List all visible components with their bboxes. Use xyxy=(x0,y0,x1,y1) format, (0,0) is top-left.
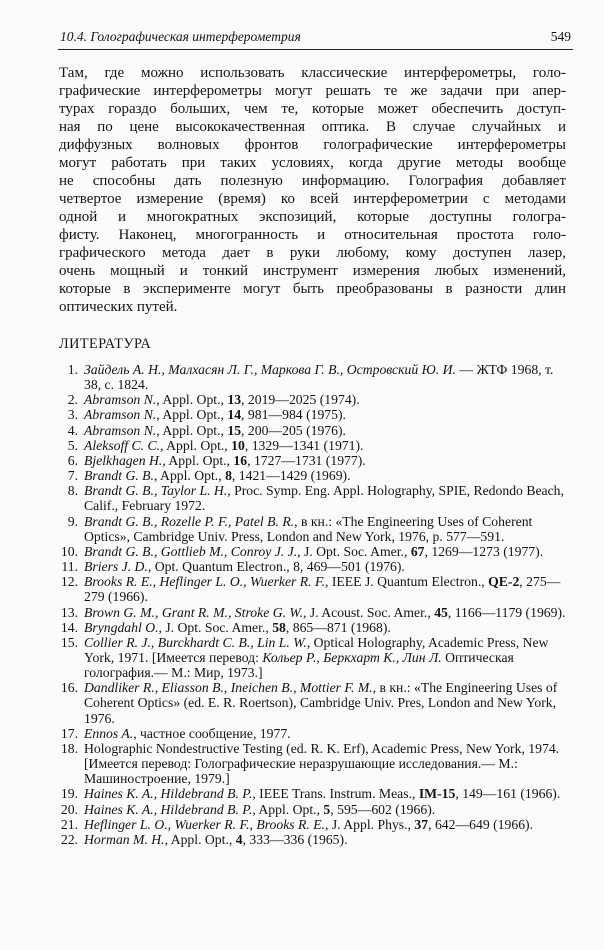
reference-authors: Heflinger L. O., Wuerker R. F., Brooks R. E. xyxy=(84,816,326,832)
reference-item xyxy=(57,832,569,847)
reference-text xyxy=(84,407,569,422)
reference-text xyxy=(84,514,569,544)
reference-source: , Appl. Opt., xyxy=(162,452,234,468)
reference-authors: Brandt G. B., Gottlieb M., Conroy J. J. xyxy=(84,543,298,559)
reference-number: 13. xyxy=(60,604,78,620)
reference-item xyxy=(57,483,569,513)
reference-source: , Appl. Opt., xyxy=(252,801,324,817)
reference-volume: 15 xyxy=(227,422,242,438)
reference-authors: Bryngdahl O. xyxy=(84,619,159,635)
reference-authors: Collier R. J., Burckhardt C. B., Lin L. W. xyxy=(84,634,307,650)
reference-text xyxy=(84,468,569,483)
reference-number: 10. xyxy=(60,543,78,559)
reference-text xyxy=(84,620,569,635)
body-paragraph xyxy=(59,64,566,316)
reference-authors: Зайдель А. Н., Малхасян Л. Г., Маркова Г. В., Островский Ю. И. xyxy=(84,362,456,377)
reference-volume: 67 xyxy=(410,543,425,559)
reference-volume: 13 xyxy=(227,392,242,408)
reference-item xyxy=(57,786,569,801)
reference-authors: Abramson N. xyxy=(84,407,157,423)
paragraph-line: четвертое измерение (время) ко всей интерферометрии с методами xyxy=(59,191,566,207)
reference-volume: 14 xyxy=(227,407,242,423)
paragraph-line: могут работать при таких условиях, когда другие методы вообще xyxy=(59,155,566,171)
reference-source: , J. Acoust. Soc. Amer., xyxy=(303,604,435,620)
reference-authors: Brandt G. B. xyxy=(84,468,154,484)
reference-details: , 2019—2025 (1974). xyxy=(241,392,360,408)
reference-authors: Brooks R. E., Heflinger L. O., Wuerker R. F. xyxy=(84,574,326,590)
reference-number: 21. xyxy=(60,816,78,832)
reference-details: , Opt. Quantum Electron., 8, 469—501 (1976). xyxy=(147,559,405,575)
reference-list xyxy=(57,362,569,847)
reference-source: , Appl. Opt., xyxy=(160,437,232,453)
reference-item xyxy=(57,559,569,574)
reference-source: , Appl. Opt., xyxy=(153,468,226,484)
reference-details: , 865—871 (1968). xyxy=(285,619,391,635)
paragraph-line: одной и многократных экспозиций, которые доступны гологра- xyxy=(59,209,566,225)
reference-volume: 8 xyxy=(225,468,232,484)
paragraph-line: диффузных волновых фронтов голографические интерферометры xyxy=(59,137,566,153)
reference-source: , J. Appl. Phys., xyxy=(325,816,415,832)
reference-item xyxy=(57,423,569,438)
reference-item xyxy=(57,605,569,620)
reference-number: 7. xyxy=(67,468,78,484)
reference-number: 12. xyxy=(60,574,78,590)
reference-text xyxy=(84,832,569,847)
reference-authors: Brown G. M., Grant R. M., Stroke G. W. xyxy=(84,604,303,620)
reference-authors: Aleksoff C. C. xyxy=(84,437,161,453)
literature-heading: ЛИТЕРАТУРА xyxy=(59,336,152,352)
paragraph-line: фисту. Наконец, многогранность и относительная простота голо- xyxy=(59,227,566,243)
reference-item xyxy=(57,468,569,483)
reference-details: , 333—336 (1965). xyxy=(242,831,348,847)
reference-text xyxy=(84,605,569,620)
reference-volume: QE-2 xyxy=(488,574,520,590)
reference-source: , Appl. Opt., xyxy=(156,407,228,423)
reference-details: , Proc. Symp. Eng. Appl. Holography, SPIE, Redondo Beach, Calif., February 1972. xyxy=(84,483,564,514)
reference-source: , J. Opt. Soc. Amer., xyxy=(158,619,273,635)
translation-authors: Кольер Р., Беркхарт К., Лин Л. xyxy=(262,649,442,665)
reference-details: , 1269—1273 (1977). xyxy=(424,543,544,559)
reference-number: 19. xyxy=(60,786,78,802)
reference-authors: Horman M. H. xyxy=(84,831,165,847)
reference-authors: Abramson N. xyxy=(84,392,157,408)
reference-item xyxy=(57,817,569,832)
reference-details: , в кн.: «The Engineering Uses of Coherent Optics» (ed. E. R. Roertson), Cambridge Univ. Pres, London and New York, 1976. xyxy=(84,680,558,726)
reference-volume: 4 xyxy=(235,831,243,847)
reference-details: , 200—205 (1976). xyxy=(241,422,346,438)
reference-source: , IEEE J. Quantum Electron., xyxy=(325,574,489,590)
reference-number: 11. xyxy=(61,559,78,575)
reference-number: 3. xyxy=(67,407,78,423)
reference-text xyxy=(84,559,569,574)
reference-volume: 45 xyxy=(434,604,448,620)
paragraph-line: Там, где можно использовать классические интерферометры, голо- xyxy=(59,65,566,81)
page-number: 549 xyxy=(550,29,571,44)
reference-volume: IM-15 xyxy=(418,786,456,802)
reference-item xyxy=(57,392,569,407)
reference-details: , 1329—1341 (1971). xyxy=(244,437,364,453)
reference-text xyxy=(84,544,569,559)
reference-text xyxy=(84,802,569,817)
reference-authors: Bjelkhagen H. xyxy=(84,452,163,468)
reference-text xyxy=(84,423,569,438)
reference-details: , 1727—1731 (1977). xyxy=(247,452,366,468)
reference-volume: 58 xyxy=(272,619,286,635)
reference-source: , J. Opt. Soc. Amer., xyxy=(297,543,411,559)
reference-details: Holographic Nondestructive Testing (ed. R. K. Erf), Academic Press, New York, 1974. [Имеется перевод: Голографические неразрушающие исследования.— М.: Машиностроение, 1979.] xyxy=(84,740,560,787)
reference-number: 22. xyxy=(60,831,78,847)
reference-item xyxy=(57,574,569,604)
reference-text xyxy=(84,438,569,453)
reference-text xyxy=(84,786,569,801)
reference-number: 18. xyxy=(60,740,78,756)
reference-item xyxy=(57,407,569,422)
reference-number: 9. xyxy=(67,513,78,529)
reference-source: , IEEE Trans. Instrum. Meas., xyxy=(252,786,419,802)
paragraph-line: которые в эксперименте могут быть преобразованы в разности длин xyxy=(59,281,566,297)
reference-authors: Ennos A. xyxy=(84,725,134,741)
reference-details: Оптическая голография.— М.: Мир, 1973.] xyxy=(84,649,514,681)
reference-details: — ЖТФ 1968, т. 38, с. 1824. xyxy=(84,362,554,393)
reference-authors: Haines K. A., Hildebrand B. P. xyxy=(84,801,253,817)
reference-item xyxy=(57,544,569,559)
paragraph-line: не способны дать полезную информацию. Голография добавляет xyxy=(59,173,566,189)
reference-number: 1. xyxy=(67,362,78,377)
paragraph-line: ная по цене высококачественная оптика. В случае случайных и xyxy=(59,119,566,135)
reference-item xyxy=(57,362,569,392)
reference-source: , Appl. Opt., xyxy=(164,831,236,847)
reference-details: , 1166—1179 (1969). xyxy=(447,604,566,620)
reference-details: , 1421—1429 (1969). xyxy=(231,468,351,484)
reference-authors: Brandt G. B., Rozelle P. F., Patel B. R. xyxy=(84,513,295,529)
reference-item xyxy=(57,620,569,635)
reference-number: 8. xyxy=(67,483,78,499)
section-title: 10.4. Голографическая интерферометрия xyxy=(60,29,301,44)
reference-volume: 37 xyxy=(414,816,429,832)
reference-item xyxy=(57,741,569,786)
reference-text xyxy=(84,741,569,786)
reference-details: , в кн.: «The Engineering Uses of Coherent Optics», Cambridge Univ. Press, London and New York, 1976, p. 577—591. xyxy=(84,513,533,544)
reference-details: , 642—649 (1966). xyxy=(428,816,534,832)
reference-text xyxy=(84,635,569,680)
reference-text xyxy=(84,392,569,407)
reference-volume: 5 xyxy=(323,801,331,817)
reference-number: 6. xyxy=(67,452,78,468)
reference-source: , Appl. Opt., xyxy=(156,392,228,408)
reference-details: , частное сообщение, 1977. xyxy=(133,725,291,741)
reference-details: , 149—161 (1966). xyxy=(455,786,561,802)
reference-volume: 10 xyxy=(231,437,245,453)
reference-details: , 981—984 (1975). xyxy=(241,407,346,423)
reference-item xyxy=(57,453,569,468)
reference-authors: Brandt G. B., Taylor L. H. xyxy=(84,483,228,499)
reference-item xyxy=(57,802,569,817)
reference-source: , Optical Holography, Academic Press, New York, 1971. [Имеется перевод: xyxy=(84,634,549,665)
reference-authors: Briers J. D. xyxy=(84,559,148,575)
paragraph-line: турах гораздо больших, чем те, которые может обеспечить доступ- xyxy=(59,101,566,117)
reference-text xyxy=(84,453,569,468)
reference-number: 16. xyxy=(60,680,78,696)
reference-authors: Abramson N. xyxy=(84,422,157,438)
reference-details: , 275—279 (1966). xyxy=(84,574,561,605)
running-header xyxy=(60,29,571,45)
reference-number: 14. xyxy=(60,619,78,635)
reference-item xyxy=(57,726,569,741)
reference-item xyxy=(57,635,569,680)
reference-item xyxy=(57,438,569,453)
reference-item xyxy=(57,514,569,544)
reference-number: 2. xyxy=(67,392,78,408)
paragraph-line: графического метода дает в руки любому, кому доступен лазер, xyxy=(59,245,566,261)
reference-number: 15. xyxy=(60,634,78,650)
reference-details: , 595—602 (1966). xyxy=(330,801,436,817)
reference-source: , Appl. Opt., xyxy=(156,422,228,438)
reference-item xyxy=(57,680,569,725)
paragraph-line: графические интерферометры могут решать те же задачи при апер- xyxy=(59,83,566,99)
reference-text xyxy=(84,362,569,392)
reference-volume: 16 xyxy=(233,452,248,468)
reference-number: 20. xyxy=(60,801,78,817)
reference-text xyxy=(84,483,569,513)
reference-text xyxy=(84,817,569,832)
reference-number: 5. xyxy=(67,437,78,453)
reference-text xyxy=(84,726,569,741)
reference-text xyxy=(84,574,569,604)
reference-authors: Dandliker R., Eliasson B., Ineichen B., Mottier F. M. xyxy=(84,680,373,696)
reference-number: 4. xyxy=(67,422,78,438)
reference-text xyxy=(84,680,569,725)
reference-number: 17. xyxy=(60,725,78,741)
reference-authors: Haines K. A., Hildebrand B. P. xyxy=(84,786,253,802)
paragraph-line: очень мощный и тонкий инструмент измерения любых изменений, xyxy=(59,263,566,279)
header-rule xyxy=(58,49,573,50)
paragraph-line: оптических путей. xyxy=(59,299,178,315)
